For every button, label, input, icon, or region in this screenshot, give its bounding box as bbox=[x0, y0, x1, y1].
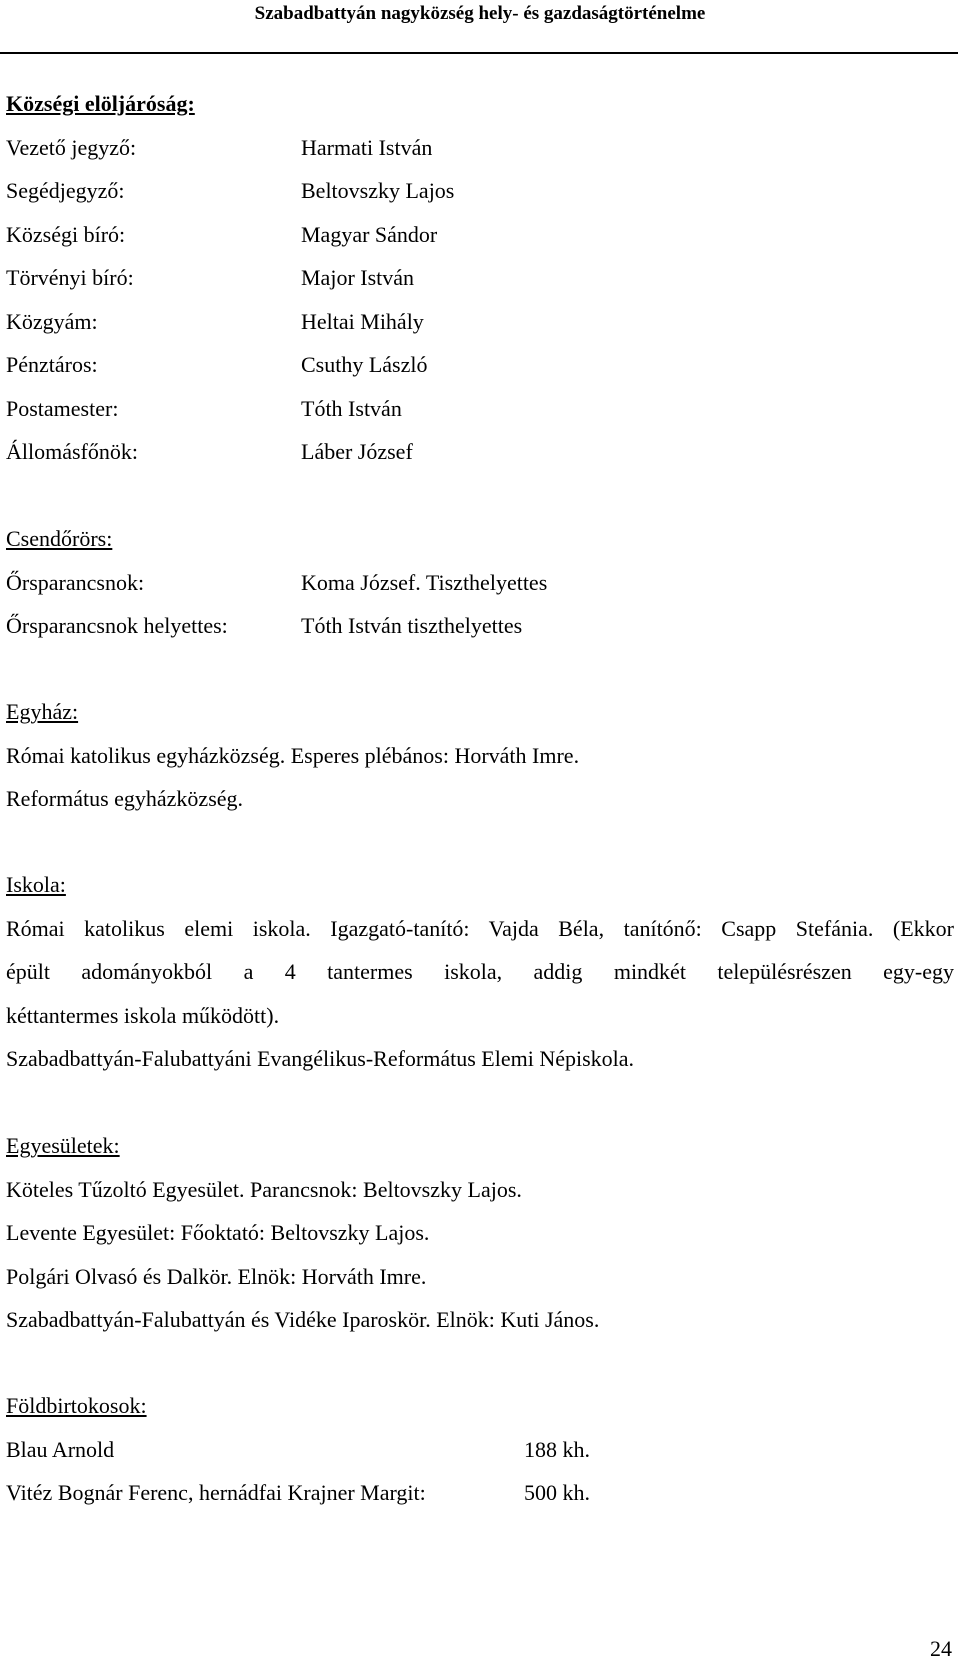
official-title: Postamester: bbox=[6, 395, 119, 421]
gendarme-name: Koma József. Tiszthelyettes bbox=[301, 569, 548, 595]
official-name: Beltovszky Lajos bbox=[301, 178, 455, 203]
church-line: Római katolikus egyházközség. Esperes plébános: Horváth Imre. bbox=[6, 742, 580, 768]
official-title: Községi bíró: bbox=[6, 221, 126, 247]
section-heading: Csendőrörs: bbox=[6, 526, 113, 551]
school-paragraph-line: kéttantermes iskola működött). bbox=[6, 1002, 280, 1028]
gendarme-title: Őrsparancsnok helyettes: bbox=[6, 613, 228, 638]
association-line: Köteles Tűzoltó Egyesület. Parancsnok: Beltovszky Lajos. bbox=[6, 1176, 522, 1202]
official-row bbox=[6, 213, 954, 257]
landowner-name: Vitéz Bognár Ferenc, hernádfai Krajner Margit: bbox=[6, 1480, 426, 1505]
school-paragraph-line: Római katolikus elemi iskola. Igazgató-tanító: Vajda Béla, tanítónő: Csapp Stefánia. (Ekkor bbox=[6, 915, 954, 941]
association-line: Levente Egyesület: Főoktató: Beltovszky Lajos. bbox=[6, 1220, 430, 1245]
section-iskola bbox=[6, 863, 954, 1081]
official-row bbox=[6, 126, 954, 170]
official-name: Heltai Mihály bbox=[301, 308, 424, 334]
section-heading: Iskola: bbox=[6, 872, 66, 897]
section-csendorors bbox=[6, 517, 954, 648]
landowner-area: 188 kh. bbox=[524, 1436, 590, 1462]
landowner-row bbox=[6, 1471, 954, 1515]
landowner-area: 500 kh. bbox=[524, 1480, 590, 1505]
landowner-name: Blau Arnold bbox=[6, 1436, 115, 1462]
association-line: Polgári Olvasó és Dalkör. Elnök: Horváth Imre. bbox=[6, 1263, 427, 1289]
official-title: Pénztáros: bbox=[6, 352, 98, 377]
official-name: Major István bbox=[301, 265, 415, 290]
page-number: 24 bbox=[930, 1636, 952, 1661]
official-name: Magyar Sándor bbox=[301, 221, 438, 247]
header-rule bbox=[0, 52, 958, 54]
official-name: Láber József bbox=[301, 439, 413, 464]
gendarme-title: Őrsparancsnok: bbox=[6, 569, 145, 595]
official-row bbox=[6, 300, 954, 344]
official-row bbox=[6, 387, 954, 431]
section-heading: Földbirtokosok: bbox=[6, 1393, 147, 1418]
section-egyesuletek bbox=[6, 1124, 954, 1342]
section-foldbirtokosok bbox=[6, 1384, 954, 1515]
official-row bbox=[6, 169, 954, 213]
section-heading: Egyház: bbox=[6, 699, 79, 724]
section-eloljarosag bbox=[6, 82, 954, 474]
section-egyhaz bbox=[6, 690, 954, 821]
official-title: Állomásfőnök: bbox=[6, 439, 138, 464]
official-title: Törvényi bíró: bbox=[6, 265, 134, 290]
official-title: Közgyám: bbox=[6, 308, 98, 334]
running-header: Szabadbattyán nagyközség hely- és gazdaságtörténelme bbox=[254, 3, 706, 24]
school-paragraph-line: épült adományokból a 4 tantermes iskola, addig mindkét településrészen egy-egy bbox=[6, 959, 954, 984]
official-name: Harmati István bbox=[301, 134, 433, 160]
association-line: Szabadbattyán-Falubattyán és Vidéke Iparoskör. Elnök: Kuti János. bbox=[6, 1307, 600, 1332]
school-line: Szabadbattyán-Falubattyáni Evangélikus-Református Elemi Népiskola. bbox=[6, 1046, 635, 1071]
landowner-row bbox=[6, 1428, 954, 1472]
church-line: Református egyházközség. bbox=[6, 786, 244, 811]
official-title: Vezető jegyző: bbox=[6, 134, 137, 160]
official-title: Segédjegyző: bbox=[6, 178, 125, 203]
section-heading: Községi elöljáróság: bbox=[6, 91, 195, 116]
official-row bbox=[6, 343, 954, 387]
official-row bbox=[6, 430, 954, 474]
gendarme-row bbox=[6, 604, 954, 648]
gendarme-row bbox=[6, 561, 954, 605]
official-name: Tóth István bbox=[301, 395, 402, 421]
official-row bbox=[6, 256, 954, 300]
gendarme-name: Tóth István tiszthelyettes bbox=[301, 613, 523, 638]
official-name: Csuthy László bbox=[301, 352, 428, 377]
section-heading: Egyesületek: bbox=[6, 1133, 120, 1158]
